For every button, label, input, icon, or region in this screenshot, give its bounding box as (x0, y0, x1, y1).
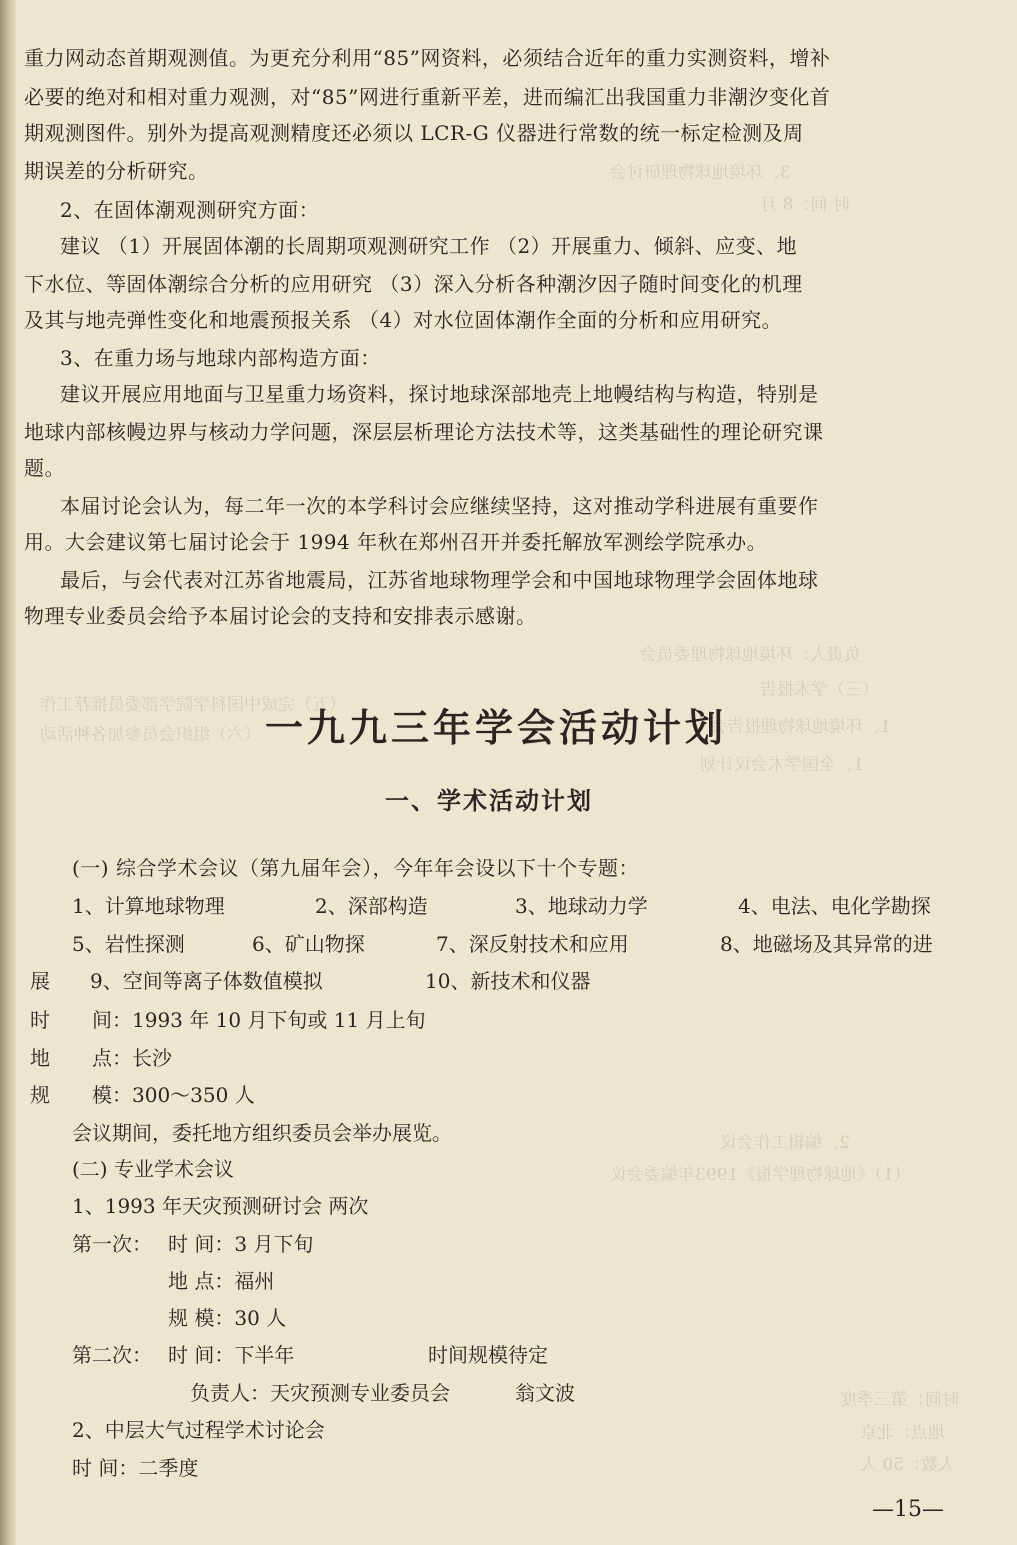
topic-item: 5、岩性探测 (72, 932, 185, 956)
body-text-line: 题。 (24, 456, 65, 480)
bleed-through-text: （三）学术报告 (760, 680, 879, 700)
responsible-name: 翁文波 (515, 1381, 575, 1405)
meeting-time: 间：1993 年 10 月下旬或 11 月上旬 (92, 1008, 426, 1032)
body-text-line: 本届讨论会认为，每二年一次的本学科讨会应继续坚持，这对推动学科进展有重要作 (60, 494, 819, 518)
session-scale: 规 模：30 人 (168, 1306, 287, 1330)
cut-off-label: 规 (30, 1083, 50, 1107)
session-label: 第一次： (72, 1232, 152, 1256)
cut-off-label: 展 (30, 969, 50, 993)
body-text-line: 期观测图件。别外为提高观测精度还必须以 LCR-G 仪器进行常数的统一标定检测及周 (24, 121, 804, 145)
body-text-line: 建议 （1）开展固体潮的长周期项观测研究工作 （2）开展重力、倾斜、应变、地 (60, 234, 798, 258)
body-text-line: 建议开展应用地面与卫星重力场资料，探讨地球深部地壳上地幔结构与构造，特别是 (60, 382, 819, 406)
body-text-line: 用。大会建议第七届讨论会于 1994 年秋在郑州召开并委托解放军测绘学院承办。 (24, 530, 768, 554)
list-item: 2、中层大气过程学术讨论会 (72, 1418, 325, 1442)
section-heading: 3、在重力场与地球内部构造方面： (60, 346, 381, 370)
body-text-line: 最后，与会代表对江苏省地震局，江苏省地球物理学会和中国地球物理学会固体地球 (60, 568, 819, 592)
topic-item: 10、新技术和仪器 (425, 969, 591, 993)
responsible-party: 负责人：天灾预测专业委员会 (190, 1381, 450, 1405)
bleed-through-text: 时 间：8 月 (760, 195, 850, 215)
session-place: 地 点：福州 (168, 1269, 275, 1293)
bleed-through-text: 时间：第三季度 (840, 1390, 959, 1410)
bleed-through-text: 地点：北京 (860, 1423, 945, 1443)
topic-item: 9、空间等离子体数值模拟 (90, 969, 323, 993)
body-text-line: 下水位、等固体潮综合分析的应用研究 （3）深入分析各种潮汐因子随时间变化的机理 (24, 272, 803, 296)
meeting-note: 会议期间，委托地方组织委员会举办展览。 (72, 1121, 452, 1145)
page-title: 一九九三年学会活动计划 (265, 705, 728, 750)
bleed-through-text: （1）《地球物理学报》1993年编委会议 (610, 1165, 911, 1185)
subsection-heading: (二) 专业学术会议 (72, 1157, 234, 1181)
bleed-through-text: 3、环境地球物理研讨会 (610, 163, 791, 183)
body-text-line: 必要的绝对和相对重力观测，对“85”网进行重新平差，进而编汇出我国重力非潮汐变化首 (24, 85, 831, 109)
book-spine-shadow (0, 0, 16, 1545)
topic-item: 6、矿山物探 (252, 932, 365, 956)
topic-item: 3、地球动力学 (515, 894, 648, 918)
bleed-through-text: （五）完成中国科学院学部委员推荐工作 (40, 695, 346, 715)
bleed-through-text: 2、编辑工作会议 (720, 1133, 850, 1153)
page-subtitle: 一、学术活动计划 (385, 786, 593, 815)
meeting-scale: 模：300～350 人 (92, 1083, 255, 1107)
cut-off-label: 地 (30, 1046, 50, 1070)
meeting-place: 点：长沙 (92, 1046, 172, 1070)
topic-item: 8、地磁场及其异常的进 (720, 932, 933, 956)
body-text-line: 重力网动态首期观测值。为更充分利用“85”网资料，必须结合近年的重力实测资料，增补 (24, 46, 831, 70)
bleed-through-text: 人数：50 人 (860, 1455, 956, 1475)
body-text-line: 地球内部核幔边界与核动力学问题，深层层析理论方法技术等，这类基础性的理论研究课 (24, 420, 824, 444)
bleed-through-text: 负责人：环境地球物理委员会 (640, 645, 861, 665)
session-note: 时间规模待定 (428, 1343, 548, 1367)
list-item: 1、1993 年天灾预测研讨会 两次 (72, 1194, 369, 1218)
bleed-through-text: 1、环境地球物理报告会 (710, 717, 891, 737)
bleed-through-text: （六）组织会员参加各种活动 (40, 725, 261, 745)
section-heading: 2、在固体潮观测研究方面： (60, 198, 320, 222)
meeting-time: 时 间：二季度 (72, 1456, 199, 1480)
topic-item: 2、深部构造 (315, 894, 428, 918)
cut-off-label: 时 (30, 1008, 50, 1032)
body-text-line: 期误差的分析研究。 (24, 159, 209, 183)
page-number: —15— (872, 1497, 944, 1522)
session-time: 时 间：下半年 (168, 1343, 295, 1367)
topic-item: 4、电法、电化学勘探 (738, 894, 931, 918)
body-text-line: 物理专业委员会给予本届讨论会的支持和安排表示感谢。 (24, 604, 537, 628)
bleed-through-text: 1、全国学术会议计划 (700, 755, 864, 775)
subsection-heading: (一) 综合学术会议（第九届年会），今年年会设以下十个专题： (72, 856, 639, 880)
body-text-line: 及其与地壳弹性变化和地震预报关系 （4）对水位固体潮作全面的分析和应用研究。 (24, 308, 783, 332)
session-time: 时 间：3 月下旬 (168, 1232, 314, 1256)
topic-item: 7、深反射技术和应用 (436, 932, 629, 956)
session-label: 第二次： (72, 1343, 152, 1367)
topic-item: 1、计算地球物理 (72, 894, 225, 918)
